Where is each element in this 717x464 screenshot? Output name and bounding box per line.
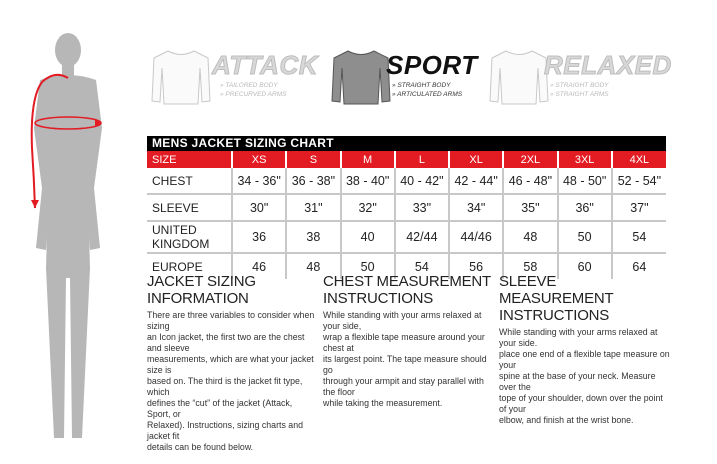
table-cell: 31" [286,194,340,221]
sizing-table [147,151,666,279]
table-cell: 40 [341,221,395,253]
table-cell: 30" [232,194,286,221]
table-cell: 48 - 50" [558,168,612,194]
size-column-header: L [395,151,449,168]
table-cell: 56 [449,253,503,279]
size-column-header: S [286,151,340,168]
size-column-header: M [341,151,395,168]
table-cell: 36" [558,194,612,221]
size-column-header: 4XL [612,151,666,168]
table-cell: 37" [612,194,666,221]
fit-attack-feature: » TAILORED BODY [220,82,278,89]
fit-relaxed-name: RELAXED [544,50,672,80]
table-cell: 42 - 44" [449,168,503,194]
table-cell: 50 [341,253,395,279]
row-label: UNITED KINGDOM [147,221,232,253]
table-cell: 54 [395,253,449,279]
measurement-figure [10,18,120,448]
table-cell: 34 - 36" [232,168,286,194]
table-cell: 33" [395,194,449,221]
table-cell: 40 - 42" [395,168,449,194]
section-text: While standing with your arms relaxed at your side, wrap a flexible tape measure around your chest at its largest point. The tape measure should go through your armpit and stay parallel with the floor while taking the measurement. [323,310,487,408]
row-label: CHEST [147,168,232,194]
table-cell: 50 [558,221,612,253]
table-cell: 36 [232,221,286,253]
fit-relaxed-feature: » STRAIGHT BODY [550,82,609,89]
size-column-header: XL [449,151,503,168]
fit-sport-feature: » STRAIGHT BODY [392,82,451,89]
table-cell: 34" [449,194,503,221]
fit-attack-feature: » PRECURVED ARMS [220,91,287,98]
chest-measurement-info [323,273,495,409]
table-cell: 48 [286,253,340,279]
size-column-header: XS [232,151,286,168]
table-cell: 35" [503,194,557,221]
size-header-row [147,151,666,168]
fit-sport-name: SPORT [386,50,478,80]
jacket-sizing-info [147,273,317,453]
sleeve-measurement-info [499,273,671,426]
relaxed-shirt-icon [488,46,550,106]
table-cell: 38 - 40" [341,168,395,194]
table-cell: 46 [232,253,286,279]
table-cell: 46 - 48" [503,168,557,194]
table-row-chest [147,168,666,194]
row-label: EUROPE [147,253,232,279]
row-label: SLEEVE [147,194,232,221]
fit-sport [330,40,490,110]
fit-sport-feature: » ARTICULATED ARMS [392,91,463,98]
fit-relaxed-feature: » STRAIGHT ARMS [550,91,609,98]
table-cell: 60 [558,253,612,279]
table-cell: 48 [503,221,557,253]
table-row-united-kingdom [147,221,666,253]
size-column-header: 2XL [503,151,557,168]
section-title: CHEST MEASUREMENT INSTRUCTIONS [323,273,492,307]
sport-shirt-icon [330,46,392,106]
table-cell: 42/44 [395,221,449,253]
section-text: While standing with your arms relaxed at your side. place one end of a flexible tape measure on your spine at the base of your neck. Measure over the tope of your shoulder, down over the point of your elbow, and finish at the wrist bone. [499,327,670,425]
fit-attack-name: ATTACK [212,50,319,80]
sizing-chart [147,136,666,279]
table-cell: 38 [286,221,340,253]
fit-relaxed [488,40,672,110]
fit-attack [150,40,320,110]
table-cell: 36 - 38" [286,168,340,194]
table-cell: 52 - 54" [612,168,666,194]
table-cell: 54 [612,221,666,253]
attack-shirt-icon [150,46,212,106]
size-header-label: SIZE [147,151,232,168]
table-cell: 32" [341,194,395,221]
section-text: There are three variables to consider when sizing an Icon jacket, the first two are the chest and sleeve measurements, which are what your jacket size is based on. The third is the jacket fit type, which defines the “cut” of the jacket (Attack, Sport, or Relaxed). Instructions, sizing charts and jacket fit details can be found below. [147,310,315,452]
table-cell: 44/46 [449,221,503,253]
chart-title: MENS JACKET SIZING CHART [147,136,666,151]
table-row-sleeve [147,194,666,221]
size-column-header: 3XL [558,151,612,168]
section-title: SLEEVE MEASUREMENT INSTRUCTIONS [499,273,614,324]
section-title: JACKET SIZING INFORMATION [147,273,256,307]
table-cell: 58 [503,253,557,279]
table-cell: 64 [632,259,647,274]
